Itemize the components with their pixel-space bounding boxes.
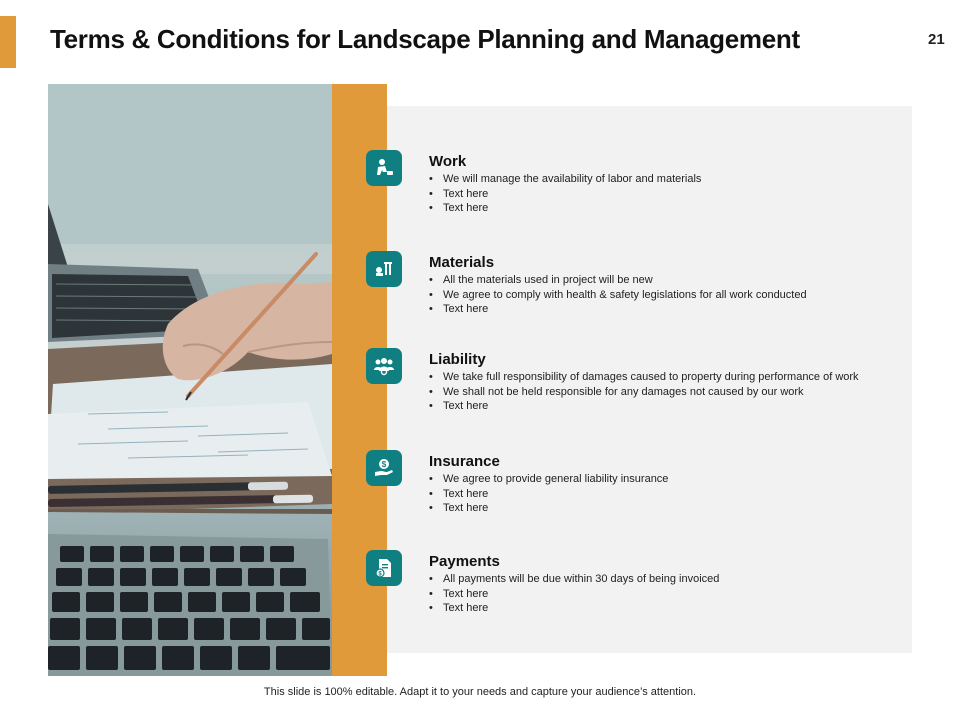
item-heading: Work	[429, 153, 467, 170]
bullet-item: • All payments will be due within 30 days of being invoiced	[429, 572, 889, 587]
bullet-item: • Text here	[429, 399, 889, 414]
item-heading: Payments	[429, 553, 500, 570]
bullet-list	[429, 172, 889, 216]
hand-dollar-icon	[366, 450, 402, 486]
bullet-item: • Text here	[429, 501, 889, 516]
worker-icon	[366, 150, 402, 186]
bullet-item: • Text here	[429, 187, 889, 202]
svg-text:$: $	[381, 460, 387, 469]
bullet-list	[429, 273, 889, 317]
page-number: 21	[928, 31, 945, 48]
team-icon	[366, 348, 402, 384]
bullet-item: • We will manage the availability of labor and materials	[429, 172, 889, 187]
bullet-item: • We agree to provide general liability insurance	[429, 472, 889, 487]
bullet-item: • We shall not be held responsible for any damages not caused by our work	[429, 385, 889, 400]
bullet-item: • Text here	[429, 201, 889, 216]
item-heading: Liability	[429, 351, 486, 368]
footer-note: This slide is 100% editable. Adapt it to your needs and capture your audience’s attention.	[263, 686, 697, 698]
item-heading: Insurance	[429, 453, 500, 470]
bullet-item: • We take full responsibility of damages caused to property during performance of work	[429, 370, 889, 385]
bullet-list	[429, 572, 889, 616]
bullet-item: • Text here	[429, 302, 889, 317]
bullet-item: • All the materials used in project will be new	[429, 273, 889, 288]
bullet-item: • Text here	[429, 487, 889, 502]
bullet-list	[429, 472, 889, 516]
bullet-item: • Text here	[429, 601, 889, 616]
svg-text:$: $	[378, 571, 382, 578]
accent-tab	[0, 16, 16, 68]
invoice-icon	[366, 550, 402, 586]
bullet-item: • We agree to comply with health & safety legislations for all work conducted	[429, 288, 889, 303]
bullet-item: • Text here	[429, 587, 889, 602]
bullet-list	[429, 370, 889, 414]
item-heading: Materials	[429, 254, 495, 271]
workspace-photo	[48, 84, 332, 676]
tools-icon	[366, 251, 402, 287]
slide-title: Terms & Conditions for Landscape Planning and Management	[50, 24, 800, 54]
